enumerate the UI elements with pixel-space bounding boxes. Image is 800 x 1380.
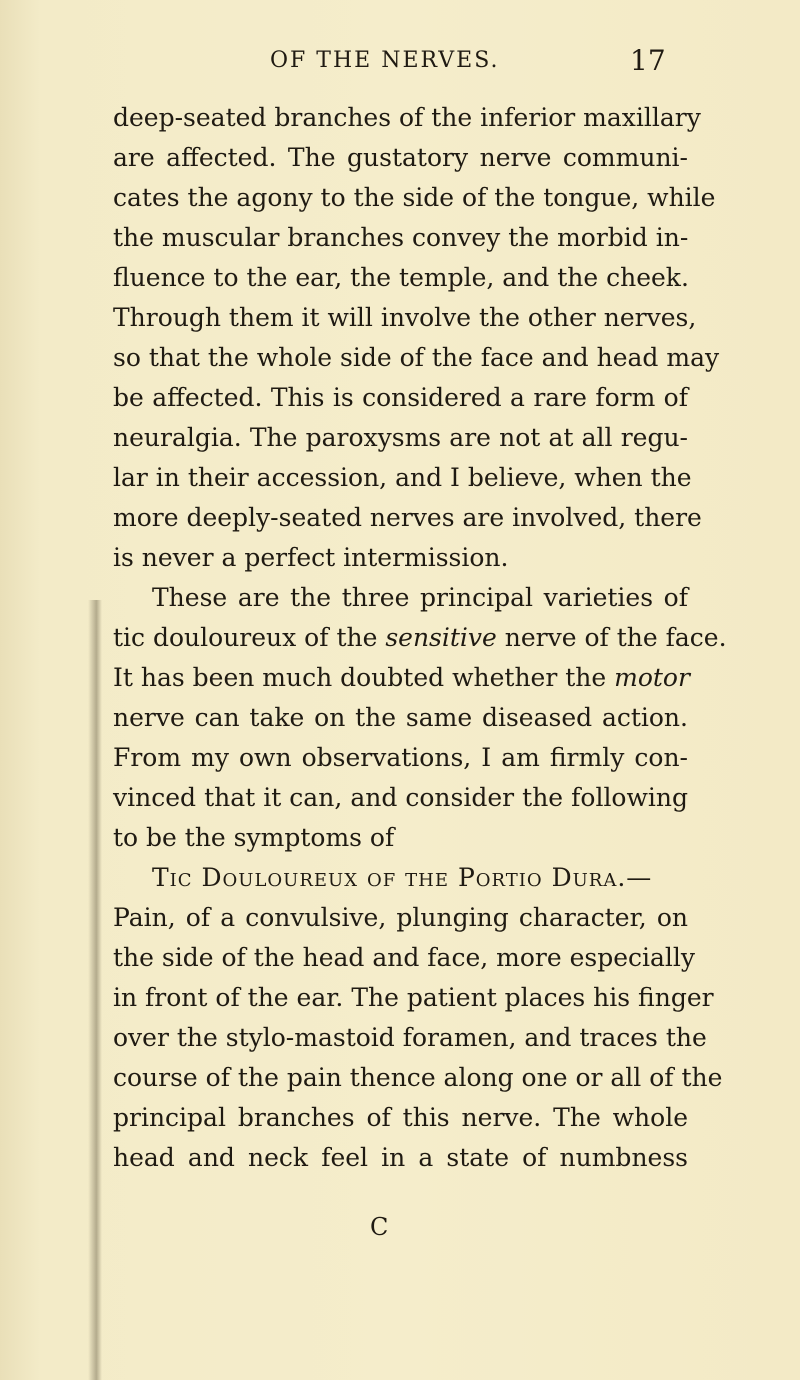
text-line: nerve can take on the same diseased action.: [113, 703, 688, 732]
text-line: These are the three principal varieties of: [152, 583, 688, 612]
text-line: [113, 658, 688, 698]
text-line: head and neck feel in a state of numbness: [113, 1143, 688, 1172]
italic-word: motor: [614, 663, 690, 692]
running-head: OF THE NERVES.: [270, 48, 500, 73]
text-line: over the stylo-mastoid foramen, and traces the: [113, 1023, 707, 1052]
text-line: From my own observations, I am firmly con-: [113, 743, 688, 772]
text-run: nerve of the face.: [496, 623, 727, 652]
text-line: to be the symptoms of: [113, 823, 395, 852]
signature-mark: C: [370, 1213, 389, 1241]
text-line: Pain, of a convulsive, plunging character, on: [113, 903, 688, 932]
text-line: Through them it will involve the other nerves,: [113, 303, 697, 332]
text-line: so that the whole side of the face and head may: [113, 343, 720, 372]
text-line: are affected. The gustatory nerve communi-: [113, 143, 688, 172]
text-line: course of the pain thence along one or all of the: [113, 1063, 723, 1092]
text-line: is never a perfect intermission.: [113, 543, 509, 572]
text-line: the muscular branches convey the morbid in-: [113, 223, 689, 252]
page-header: [0, 44, 800, 84]
text-line: fluence to the ear, the temple, and the cheek.: [113, 263, 689, 292]
text-line: more deeply-seated nerves are involved, there: [113, 503, 702, 532]
page-number: 17: [630, 44, 666, 77]
text-line: lar in their accession, and I believe, when the: [113, 463, 692, 492]
text-run: tic douloureux of the: [113, 623, 386, 652]
text-line: [113, 618, 727, 658]
text-line: the side of the head and face, more especially: [113, 943, 696, 972]
text-line: be affected. This is considered a rare form of: [113, 383, 688, 412]
binding-shadow: [88, 600, 102, 1380]
text-run: It has been much doubted whether the: [113, 663, 615, 692]
text-line: cates the agony to the side of the tongue, while: [113, 183, 716, 212]
text-line: principal branches of this nerve. The whole: [113, 1103, 688, 1132]
text-line: neuralgia. The paroxysms are not at all regu-: [113, 423, 688, 452]
italic-word: sensitive: [385, 623, 497, 652]
text-line: in front of the ear. The patient places his finger: [113, 983, 714, 1012]
text-line: vinced that it can, and consider the following: [113, 783, 688, 812]
section-heading: Tic Douloureux of the Portio Dura.—: [152, 863, 653, 892]
text-line: deep-seated branches of the inferior maxillary: [113, 103, 701, 132]
